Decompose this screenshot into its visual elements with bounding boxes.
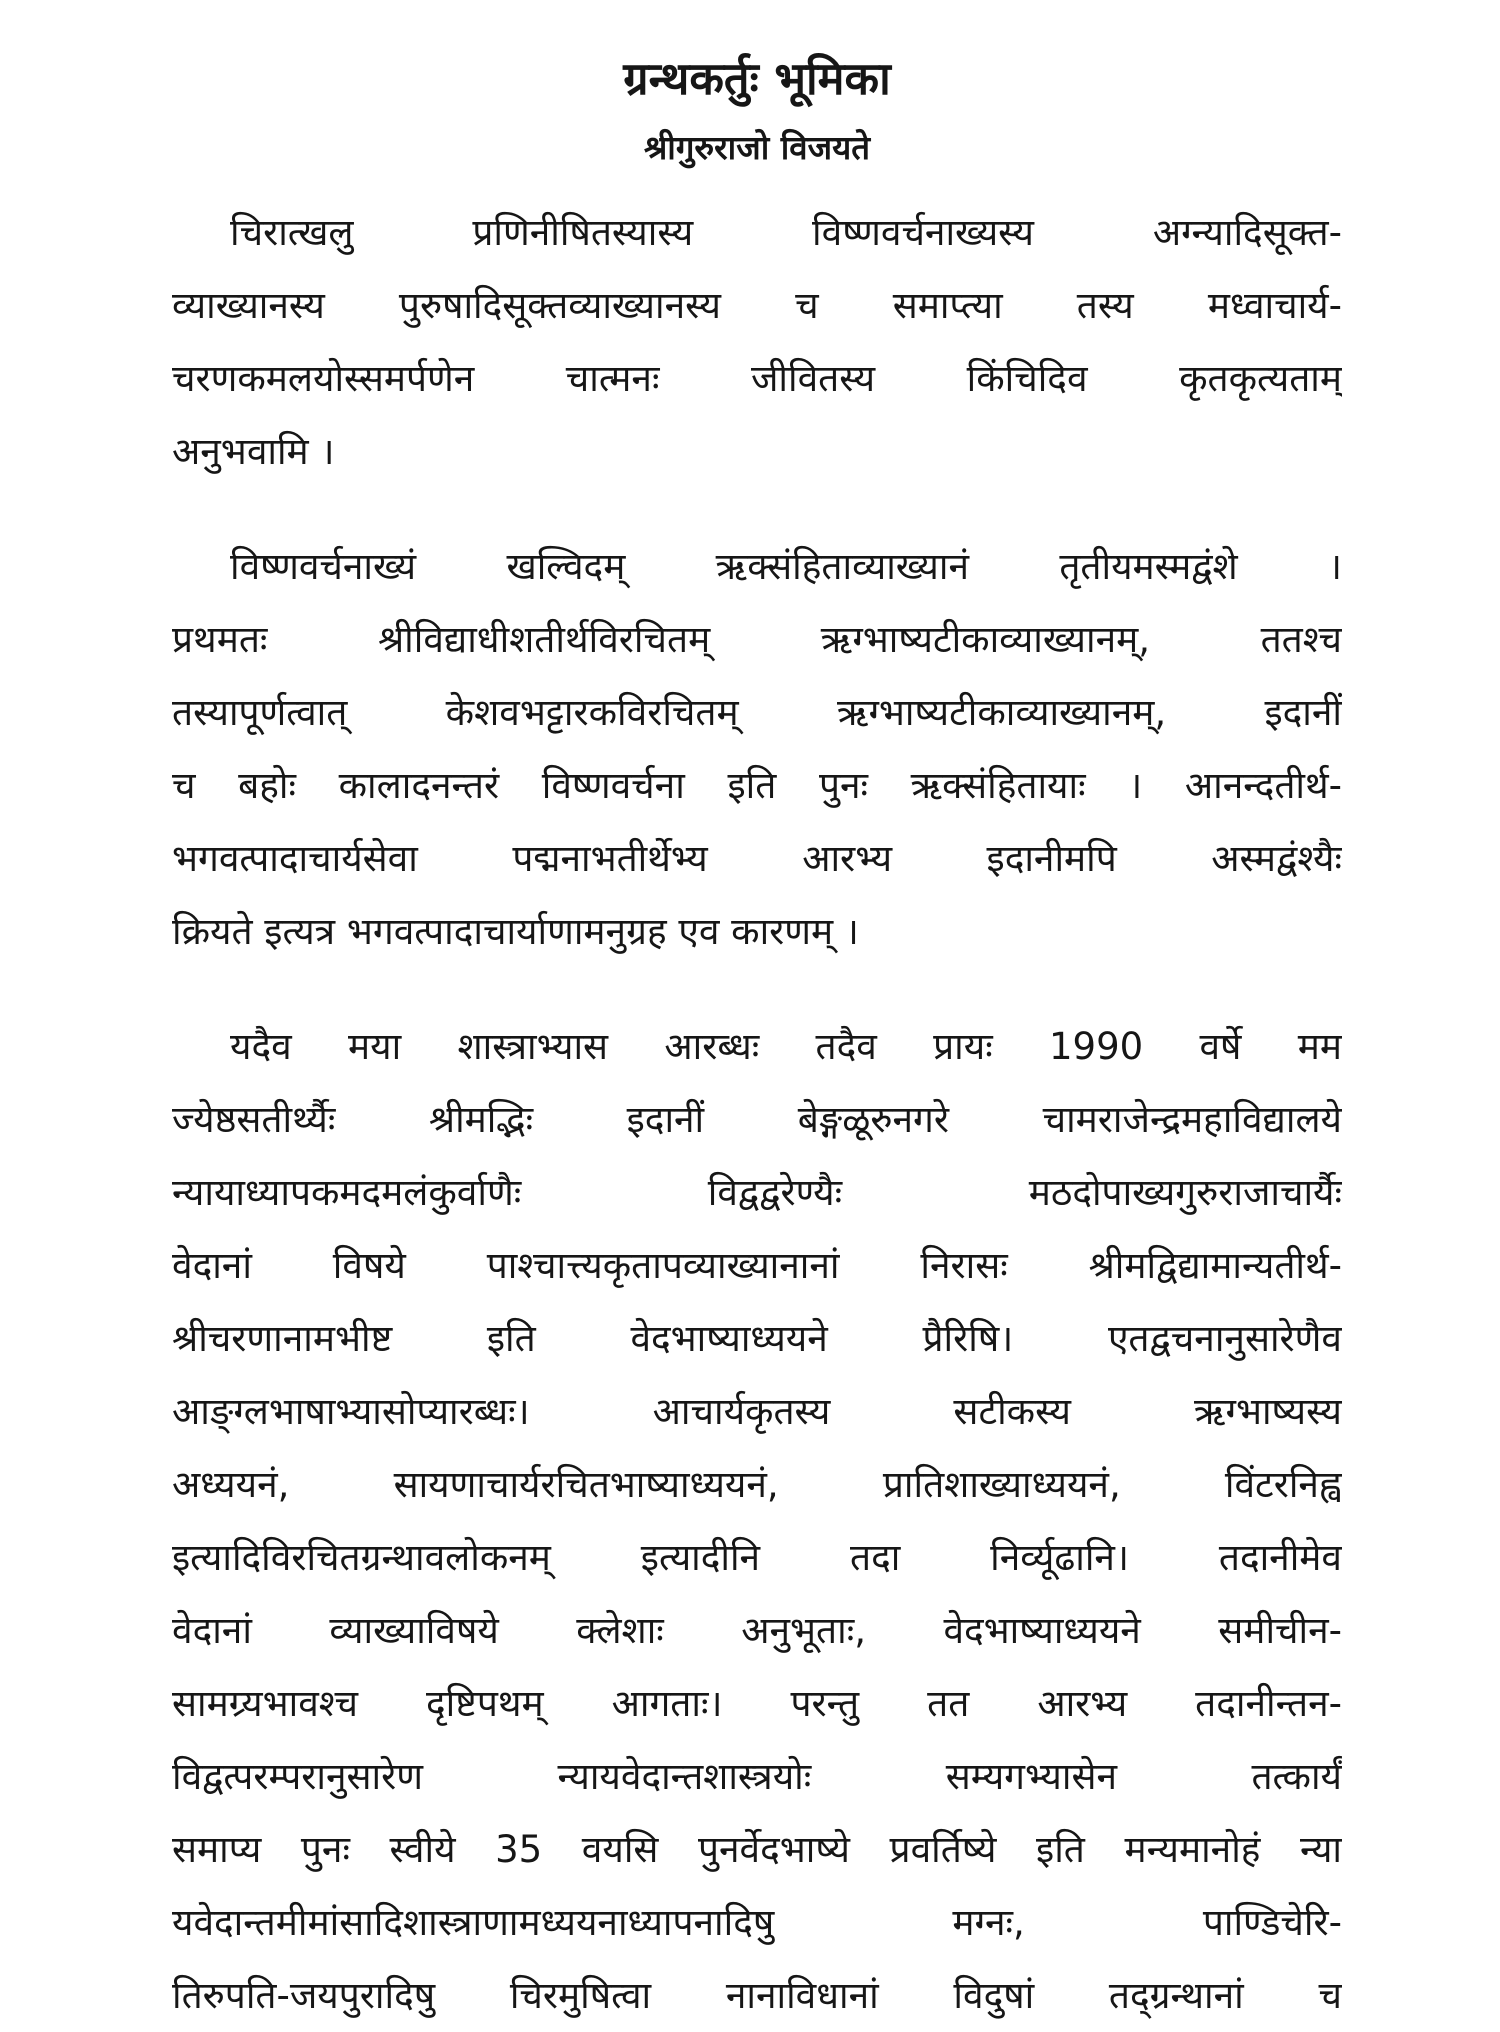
text-line: विद्वत्परम्परानुसारेण न्यायवेदान्तशास्त्रयोः सम्यगभ्यासेन तत्कार्यं [172, 1755, 1342, 1798]
text-line: ज्येष्ठसतीर्थ्यैः श्रीमद्भिः इदानीं बेङ्गळूरुनगरे चामराजेन्द्रमहाविद्यालये [172, 1098, 1342, 1141]
book-page [172, 48, 1342, 2017]
text-line: वेदानां व्याख्याविषये क्लेशाः अनुभूताः, वेदभाष्याध्ययने समीचीन- [172, 1609, 1342, 1652]
text-line: इत्यादिविरचितग्रन्थावलोकनम् इत्यादीनि तदा निर्व्यूढानि। तदानीमेव [172, 1536, 1342, 1579]
text-line: प्रथमतः श्रीविद्याधीशतीर्थविरचितम् ऋग्भाष्यटीकाव्याख्यानम्, ततश्च [172, 618, 1342, 661]
paragraph-2 [172, 530, 1342, 968]
paragraph-1 [172, 196, 1342, 488]
text-line: श्रीचरणानामभीष्ट इति वेदभाष्याध्ययने प्रैरिषि। एतद्वचनानुसारेणैव [172, 1317, 1342, 1360]
text-line: भगवत्पादाचार्यसेवा पद्मनाभतीर्थेभ्य आरभ्य इदानीमपि अस्मद्वंश्यैः [172, 837, 1342, 880]
text-line: यवेदान्तमीमांसादिशास्त्राणामध्ययनाध्यापनादिषु मग्नः, पाण्डिचेरि- [172, 1901, 1342, 1944]
text-line: आङ्ग्लभाषाभ्यासोप्यारब्धः। आचार्यकृतस्य सटीकस्य ऋग्भाष्यस्य [172, 1390, 1342, 1433]
page-subtitle: श्रीगुरुराजो विजयते [643, 128, 871, 167]
text-line: सामग्र्यभावश्च दृष्टिपथम् आगताः। परन्तु तत आरभ्य तदानीन्तन- [172, 1682, 1342, 1725]
text-line: चरणकमलयोस्समर्पणेन चात्मनः जीवितस्य किंचिदिव कृतकृत्यताम् [172, 357, 1342, 400]
text-line: विष्णवर्चनाख्यं खल्विदम् ऋक्संहिताव्याख्यानं तृतीयमस्मद्वंशे । [230, 545, 1342, 588]
text-line: न्यायाध्यापकमदमलंकुर्वाणैः विद्वद्वरेण्यैः मठदोपाख्यगुरुराजाचार्यैः [172, 1171, 1342, 1214]
text-line: तस्यापूर्णत्वात् केशवभट्टारकविरचितम् ऋग्भाष्यटीकाव्याख्यानम्, इदानीं [172, 691, 1342, 734]
text-line: अनुभवामि । [172, 430, 335, 473]
page-title: ग्रन्थकर्तुः भूमिका [623, 52, 891, 105]
text-line: चिरात्खलु प्रणिनीषितस्यास्य विष्णवर्चनाख्यस्य अग्न्यादिसूक्त- [230, 211, 1342, 254]
text-line: व्याख्यानस्य पुरुषादिसूक्तव्याख्यानस्य च समाप्त्या तस्य मध्वाचार्य- [172, 284, 1342, 327]
text-line: यदैव मया शास्त्राभ्यास आरब्धः तदैव प्रायः 1990 वर्षे मम [230, 1025, 1342, 1068]
text-line: अध्ययनं, सायणाचार्यरचितभाष्याध्ययनं, प्रातिशाख्याध्ययनं, विंटरनिह्व [172, 1463, 1342, 1506]
text-line: समाप्य पुनः स्वीये 35 वयसि पुनर्वेदभाष्ये प्रवर्तिष्ये इति मन्यमानोहं न्या [172, 1828, 1342, 1871]
text-line: च बहोः कालादनन्तरं विष्णवर्चना इति पुनः ऋक्संहितायाः । आनन्दतीर्थ- [172, 764, 1342, 807]
paragraph-3 [172, 1010, 1342, 2032]
text-line: क्रियते इत्यत्र भगवत्पादाचार्याणामनुग्रह एव कारणम् । [172, 910, 859, 953]
text-line: वेदानां विषये पाश्चात्त्यकृतापव्याख्यानानां निरासः श्रीमद्विद्यामान्यतीर्थ- [172, 1244, 1342, 1287]
text-line: तिरुपति-जयपुरादिषु चिरमुषित्वा नानाविधानां विदुषां तद्ग्रन्थानां च [172, 1974, 1342, 2017]
